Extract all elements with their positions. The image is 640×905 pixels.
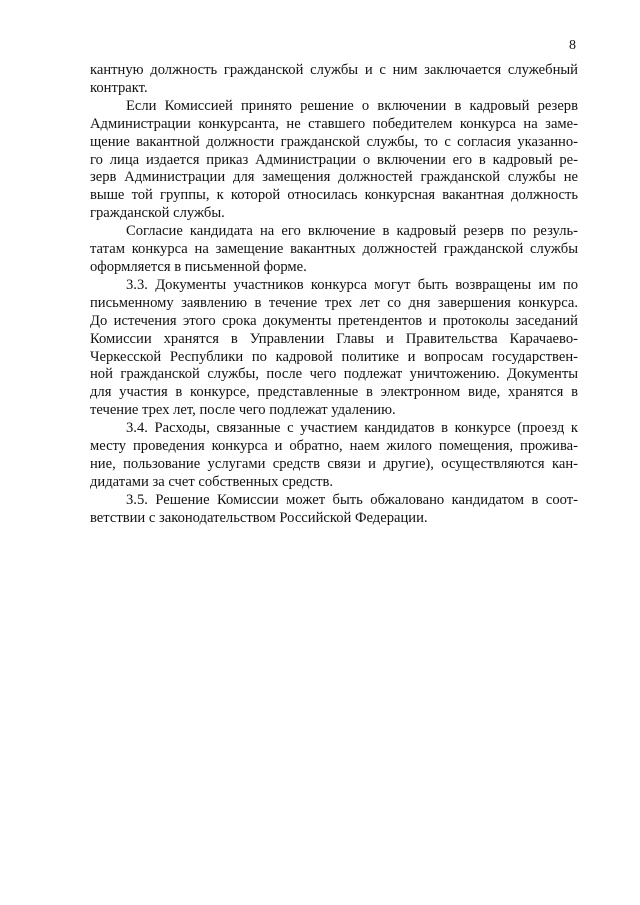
text-line: выше той группы, к которой относилась конкурсная вакантная должность bbox=[90, 187, 578, 204]
text-line: месту проведения конкурса и обратно, наем жилого помещения, прожива- bbox=[90, 438, 578, 455]
text-line: письменному заявлению в течение трех лет со дня завершения конкурса. bbox=[90, 294, 578, 311]
paragraph-reserve-inclusion bbox=[90, 98, 578, 223]
text-line: ветствии с законодательством Российской Федерации. bbox=[90, 509, 428, 526]
text-line: Если Комиссией принято решение о включении в кадровый резерв bbox=[126, 97, 578, 114]
text-line: Черкесской Республики по кадровой политике и вопросам государствен- bbox=[90, 348, 578, 365]
document-body bbox=[90, 62, 578, 528]
text-line: Согласие кандидата на его включение в кадровый резерв по резуль- bbox=[126, 223, 578, 240]
text-line: татам конкурса на замещение вакантных должностей гражданской службы bbox=[90, 241, 578, 258]
text-line: для участия в конкурсе, представленные в электронном виде, хранятся в bbox=[90, 384, 578, 401]
paragraph-candidate-consent bbox=[90, 223, 578, 277]
text-line: 3.4. Расходы, связанные с участием кандидатов в конкурсе (проезд к bbox=[126, 420, 578, 437]
text-line: До истечения этого срока документы претендентов и протоколы заседаний bbox=[90, 312, 578, 329]
text-line: гражданской службы. bbox=[90, 205, 225, 222]
text-line: щение вакантной должности гражданской службы, то с согласия указанно- bbox=[90, 133, 578, 150]
text-line: ние, пользование услугами средств связи и другие), осуществляются кан- bbox=[90, 455, 578, 472]
text-line: течение трех лет, после чего подлежат удалению. bbox=[90, 402, 396, 419]
text-line: 3.3. Документы участников конкурса могут быть возвращены им по bbox=[126, 276, 578, 293]
page-number: 8 bbox=[569, 38, 576, 53]
text-line: контракт. bbox=[90, 79, 148, 96]
paragraph-3-5-appeal bbox=[90, 492, 578, 528]
text-line: Администрации конкурсанта, не ставшего победителем конкурса на заме- bbox=[90, 115, 578, 132]
text-line: го лица издается приказ Администрации о включении его в кадровый ре- bbox=[90, 151, 578, 168]
text-line: 3.5. Решение Комиссии может быть обжаловано кандидатом в соот- bbox=[126, 491, 578, 508]
text-line: Комиссии хранятся в Управлении Главы и Правительства Карачаево- bbox=[90, 330, 578, 347]
text-line: оформляется в письменной форме. bbox=[90, 258, 307, 275]
text-line: кантную должность гражданской службы и с ним заключается служебный bbox=[90, 62, 578, 78]
paragraph-contract-continuation bbox=[90, 62, 578, 98]
text-line: зерв Администрации для замещения должностей гражданской службы не bbox=[90, 169, 578, 186]
text-line: дидатами за счет собственных средств. bbox=[90, 473, 333, 490]
text-line: ной гражданской службы, после чего подлежат уничтожению. Документы bbox=[90, 366, 578, 383]
paragraph-3-4-expenses bbox=[90, 420, 578, 492]
paragraph-3-3-documents bbox=[90, 277, 578, 420]
